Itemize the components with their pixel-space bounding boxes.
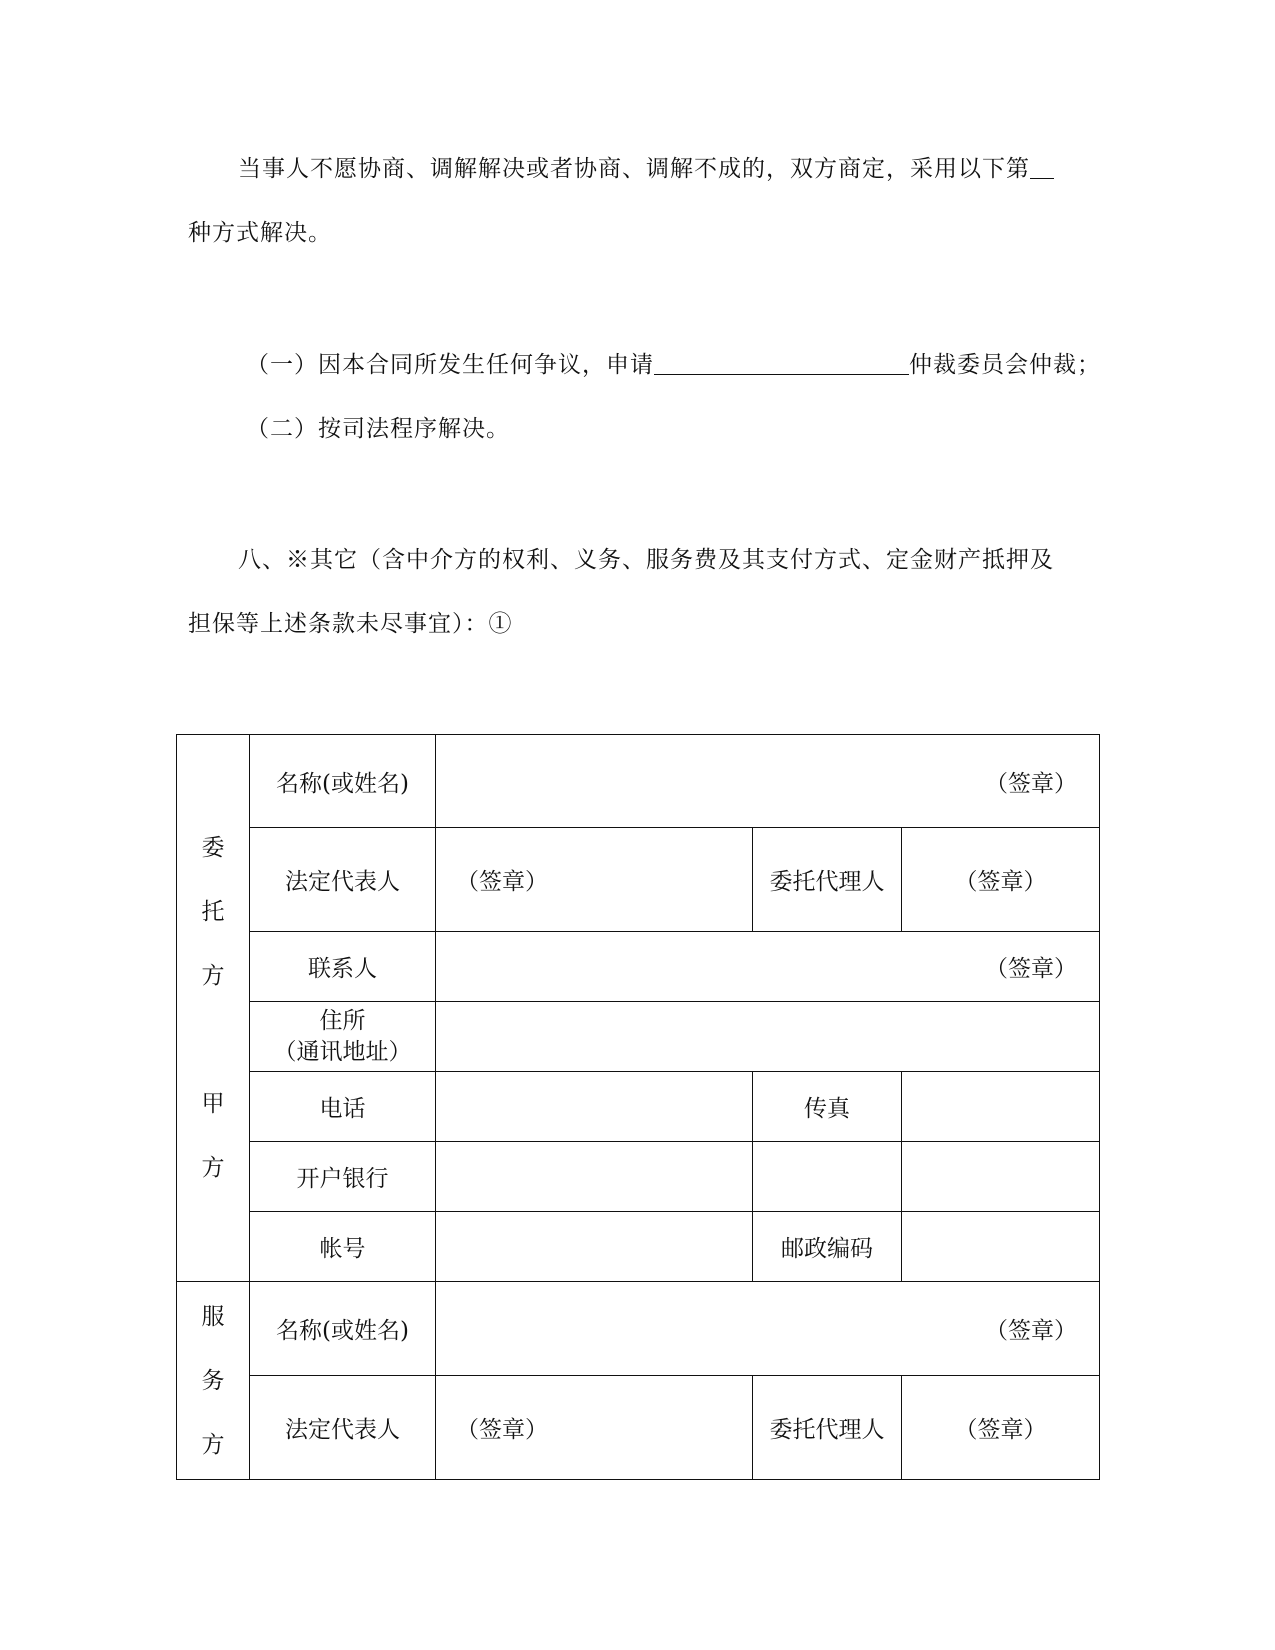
section-8-line-1: 八、※其它（含中介方的权利、义务、服务费及其支付方式、定金财产抵押及 xyxy=(238,547,1054,573)
client-postcode-field[interactable] xyxy=(902,1212,1100,1282)
client-bank-label: 开户银行 xyxy=(250,1142,436,1212)
client-label-char: 托 xyxy=(201,899,225,925)
client-phone-label: 电话 xyxy=(250,1072,436,1142)
service-agent-label: 委托代理人 xyxy=(753,1376,902,1480)
address-label-line-1: 住所 xyxy=(319,1007,366,1034)
client-label-char: 方 xyxy=(201,1155,225,1181)
client-address-field[interactable] xyxy=(436,1002,1100,1072)
seal-text: （签章） xyxy=(954,1417,1047,1443)
service-label-char: 方 xyxy=(201,1431,225,1458)
client-contact-row xyxy=(177,932,1100,1002)
dispute-paragraph-line-2: 种方式解决。 xyxy=(188,220,332,246)
seal-text: （签章） xyxy=(985,1318,1078,1344)
client-contact-field[interactable] xyxy=(436,932,1100,1002)
client-phone-row xyxy=(177,1072,1100,1142)
client-account-field[interactable] xyxy=(436,1212,753,1282)
arbitration-option-suffix: 仲裁委员会仲裁； xyxy=(909,352,1101,378)
arbitration-option xyxy=(246,346,1101,379)
service-agent-field[interactable] xyxy=(902,1376,1100,1480)
arbitration-option-prefix: （一）因本合同所发生任何争议，申请 xyxy=(246,352,654,378)
service-label-char: 服 xyxy=(201,1303,225,1330)
client-label-char: 委 xyxy=(201,835,225,861)
dispute-paragraph-text: 当事人不愿协商、调解解决或者协商、调解不成的，双方商定，采用以下第 xyxy=(238,156,1030,182)
seal-text: （签章） xyxy=(456,869,548,895)
client-name-label: 名称(或姓名) xyxy=(250,735,436,828)
client-phone-field[interactable] xyxy=(436,1072,753,1142)
client-fax-field[interactable] xyxy=(902,1072,1100,1142)
client-legal-rep-field[interactable] xyxy=(436,828,753,932)
service-name-label: 名称(或姓名) xyxy=(250,1282,436,1376)
service-legal-rep-label: 法定代表人 xyxy=(250,1376,436,1480)
address-label-line-2: （通讯地址） xyxy=(273,1038,412,1065)
client-bank-extra-field[interactable] xyxy=(753,1142,902,1212)
client-label-char: 方 xyxy=(201,963,225,989)
client-bank-row xyxy=(177,1142,1100,1212)
seal-text: （签章） xyxy=(985,770,1078,797)
client-account-row xyxy=(177,1212,1100,1282)
party-info-table xyxy=(176,734,1100,1480)
client-legal-rep-label: 法定代表人 xyxy=(250,828,436,932)
service-name-row xyxy=(177,1282,1100,1376)
client-label-spacer xyxy=(177,1008,249,1072)
client-account-label: 帐号 xyxy=(250,1212,436,1282)
service-legal-rep-row xyxy=(177,1376,1100,1480)
client-agent-label: 委托代理人 xyxy=(753,828,902,932)
service-legal-rep-field[interactable] xyxy=(436,1376,753,1480)
section-8-line-2: 担保等上述条款未尽事宜）：① xyxy=(188,611,513,637)
client-address-row xyxy=(177,1002,1100,1072)
client-name-row xyxy=(177,735,1100,828)
method-number-blank[interactable] xyxy=(1030,154,1054,179)
seal-text: （签章） xyxy=(985,956,1078,982)
seal-text: （签章） xyxy=(954,869,1047,895)
arbitration-committee-blank[interactable] xyxy=(654,350,909,375)
client-name-field[interactable] xyxy=(436,735,1100,828)
service-label-char: 务 xyxy=(201,1367,225,1394)
client-label-char: 甲 xyxy=(201,1091,225,1117)
service-party-label xyxy=(177,1282,250,1480)
dispute-paragraph-line-1 xyxy=(238,150,1054,183)
client-agent-field[interactable] xyxy=(902,828,1100,932)
client-postcode-label: 邮政编码 xyxy=(753,1212,902,1282)
client-address-label xyxy=(250,1002,436,1072)
client-bank-field[interactable] xyxy=(436,1142,753,1212)
client-party-label xyxy=(177,735,250,1282)
client-fax-label: 传真 xyxy=(753,1072,902,1142)
seal-text: （签章） xyxy=(456,1417,548,1443)
client-bank-extra-field-2[interactable] xyxy=(902,1142,1100,1212)
judicial-option: （二）按司法程序解决。 xyxy=(246,416,510,442)
service-name-field[interactable] xyxy=(436,1282,1100,1376)
client-contact-label: 联系人 xyxy=(250,932,436,1002)
client-legal-rep-row xyxy=(177,828,1100,932)
